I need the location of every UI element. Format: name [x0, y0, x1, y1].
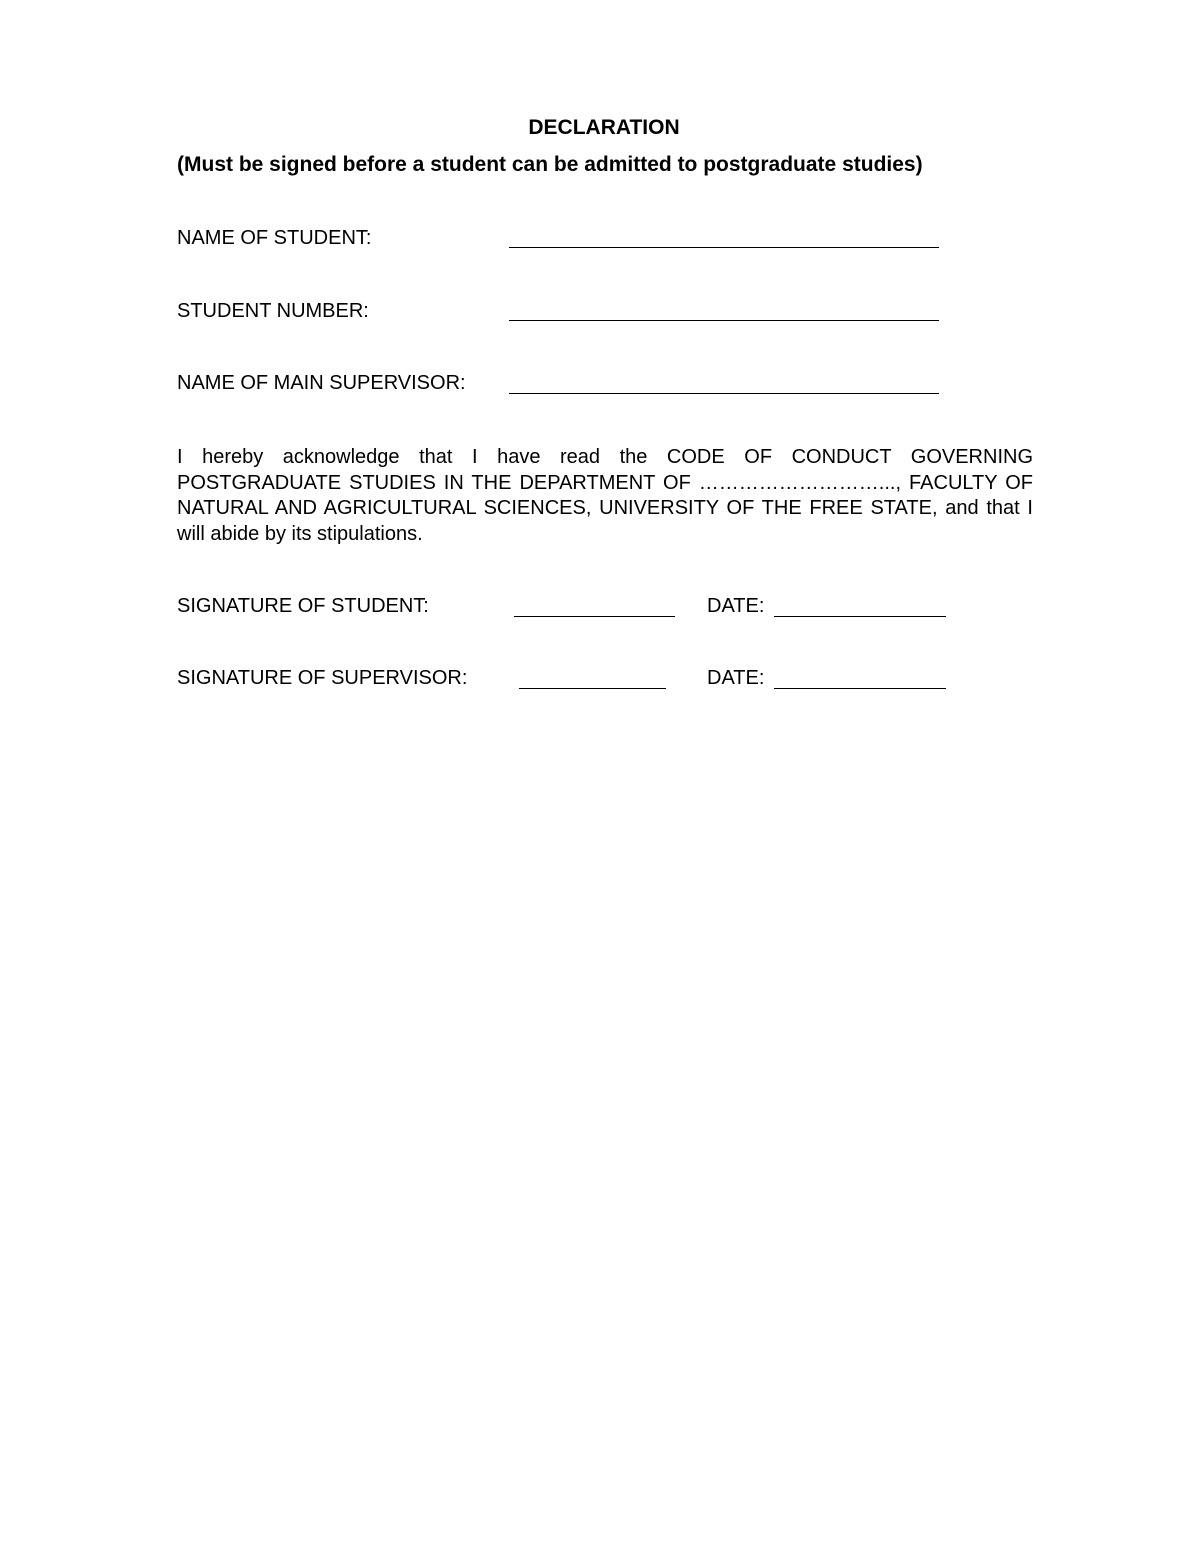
supervisor-signature-line[interactable] [519, 688, 666, 689]
student-name-line[interactable] [509, 247, 939, 248]
student-name-label: NAME OF STUDENT: [177, 227, 372, 249]
student-date-line[interactable] [774, 616, 946, 617]
supervisor-name-line[interactable] [509, 393, 939, 394]
supervisor-date-line[interactable] [774, 688, 946, 689]
page-title: DECLARATION [528, 116, 680, 139]
acknowledgement-text: I hereby acknowledge that I have read the CODE OF CONDUCT GOVERNING POSTGRADUATE STUDIES IN THE DEPARTMENT OF ………………………..., FACULTY OF NATURAL AND AGRICULTURAL SCIENCES, UNIVERSITY OF THE FREE STATE, and that I will abide by its stipulations. [177, 446, 1033, 545]
student-number-label: STUDENT NUMBER: [177, 300, 369, 322]
page-subtitle: (Must be signed before a student can be admitted to postgraduate studies) [177, 153, 923, 176]
supervisor-name-label: NAME OF MAIN SUPERVISOR: [177, 372, 466, 394]
student-number-line[interactable] [509, 320, 939, 321]
supervisor-date-label: DATE: [707, 667, 765, 689]
student-signature-label: SIGNATURE OF STUDENT: [177, 595, 429, 617]
student-date-label: DATE: [707, 595, 765, 617]
supervisor-signature-label: SIGNATURE OF SUPERVISOR: [177, 667, 468, 689]
student-signature-line[interactable] [514, 616, 675, 617]
